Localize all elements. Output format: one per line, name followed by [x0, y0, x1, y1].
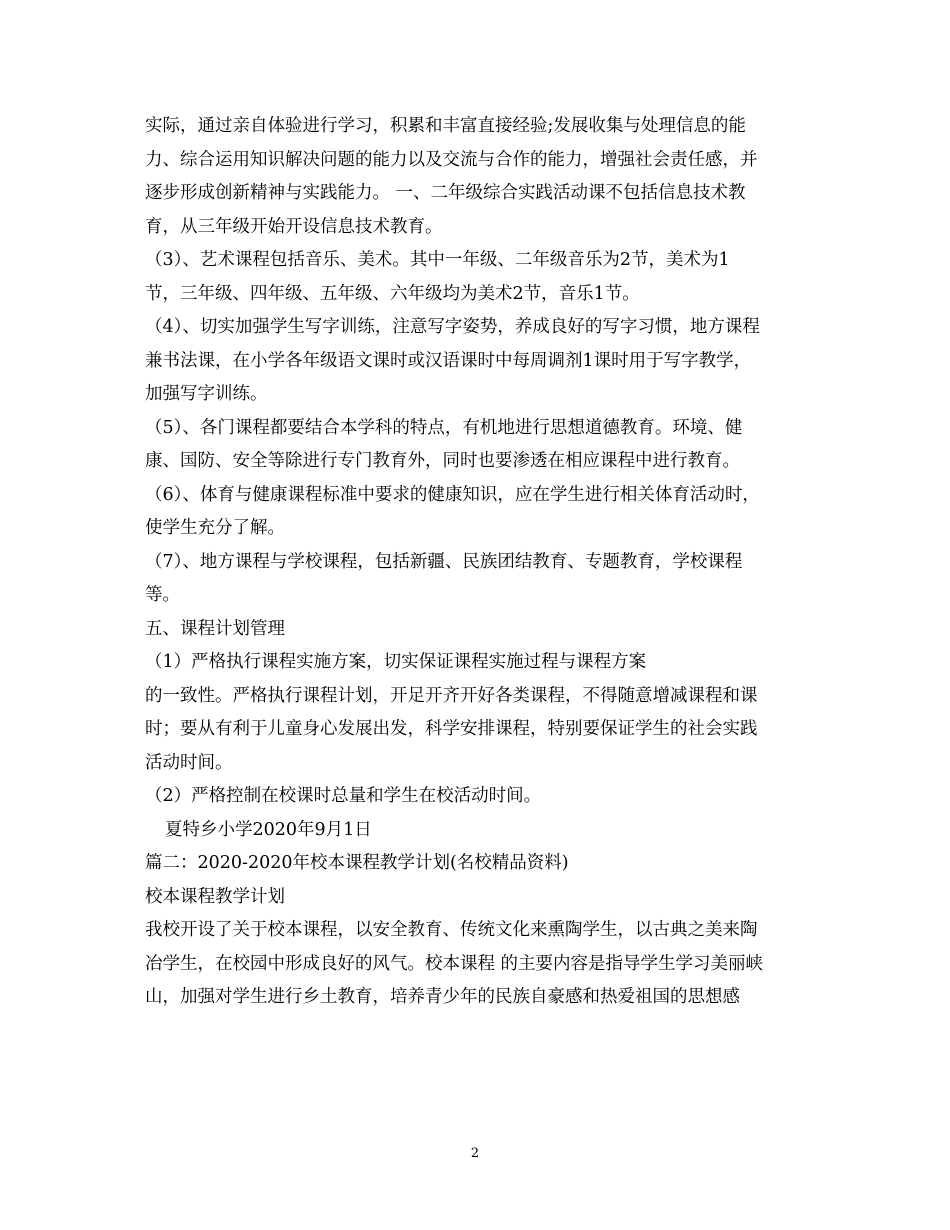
text-line: 时；要从有利于儿童身心发展出发，科学安排课程，特别要保证学生的社会实践 [145, 719, 758, 739]
page-number: 2 [470, 1146, 480, 1161]
text-line: （4）、切实加强学生写字训练，注意写字姿势，养成良好的写字习惯，地方课程 [145, 317, 760, 337]
text-line: 冶学生，在校园中形成良好的风气。校本课程 的主要内容是指导学生学习美丽峡 [145, 953, 764, 974]
text-line: 兼书法课，在小学各年级语文课时或汉语课时中每周调剂1课时用于写字教学， [145, 350, 752, 371]
text-line: 活动时间。 [145, 752, 233, 773]
text-line: 加强写字训练。 [145, 384, 268, 404]
text-line: 康、国防、安全等除进行专门教育外，同时也要渗透在相应课程中进行教育。 [145, 451, 740, 471]
text-line: （7）、地方课程与学校课程，包括新疆、民族团结教育、专题教育，学校课程 [145, 551, 743, 572]
text-line: 的一致性。严格执行课程计划，开足开齐开好各类课程，不得随意增减课程和课 [145, 685, 758, 706]
chapter-heading: 篇二：2020-2020年校本课程教学计划(名校精品资料) [145, 853, 569, 873]
text-line: （2）严格控制在校课时总量和学生在校活动时间。 [145, 786, 542, 806]
text-line: （3）、艺术课程包括音乐、美术。其中一年级、二年级音乐为2节，美术为1 [145, 250, 730, 270]
subheading: 校本课程教学计划 [145, 886, 285, 907]
text-line: 力、综合运用知识解决问题的能力以及交流与合作的能力，增强社会责任感，并 [145, 149, 758, 170]
signature-date-line: 夏特乡小学2020年9月1日 [165, 819, 372, 840]
text-line: 逐步形成创新精神与实践能力。 一、二年级综合实践活动课不包括信息技术教 [145, 183, 746, 203]
text-line: 等。 [145, 585, 180, 605]
text-line: （1）严格执行课程实施方案，切实保证课程实施过程与课程方案 [145, 652, 647, 672]
section-heading: 五、课程计划管理 [145, 618, 285, 639]
text-line: 实际，通过亲自体验进行学习，积累和丰富直接经验;发展收集与处理信息的能 [145, 116, 746, 136]
text-line: 节，三年级、四年级、五年级、六年级均为美术2节，音乐1节。 [145, 283, 640, 304]
text-line: 山，加强对学生进行乡土教育，培养青少年的民族自豪感和热爱祖国的思想感 [145, 987, 740, 1007]
body-text [145, 110, 815, 1015]
text-line: 我校开设了关于校本课程，以安全教育、传统文化来熏陶学生，以古典之美来陶 [145, 920, 758, 940]
text-line: （6）、体育与健康课程标准中要求的健康知识，应在学生进行相关体育活动时， [145, 484, 760, 505]
text-line: 育，从三年级开始开设信息技术教育。 [145, 216, 443, 237]
text-line: 使学生充分了解。 [145, 518, 285, 538]
text-line: （5）、各门课程都要结合本学科的特点，有机地进行思想道德教育。环境、健 [145, 417, 743, 438]
